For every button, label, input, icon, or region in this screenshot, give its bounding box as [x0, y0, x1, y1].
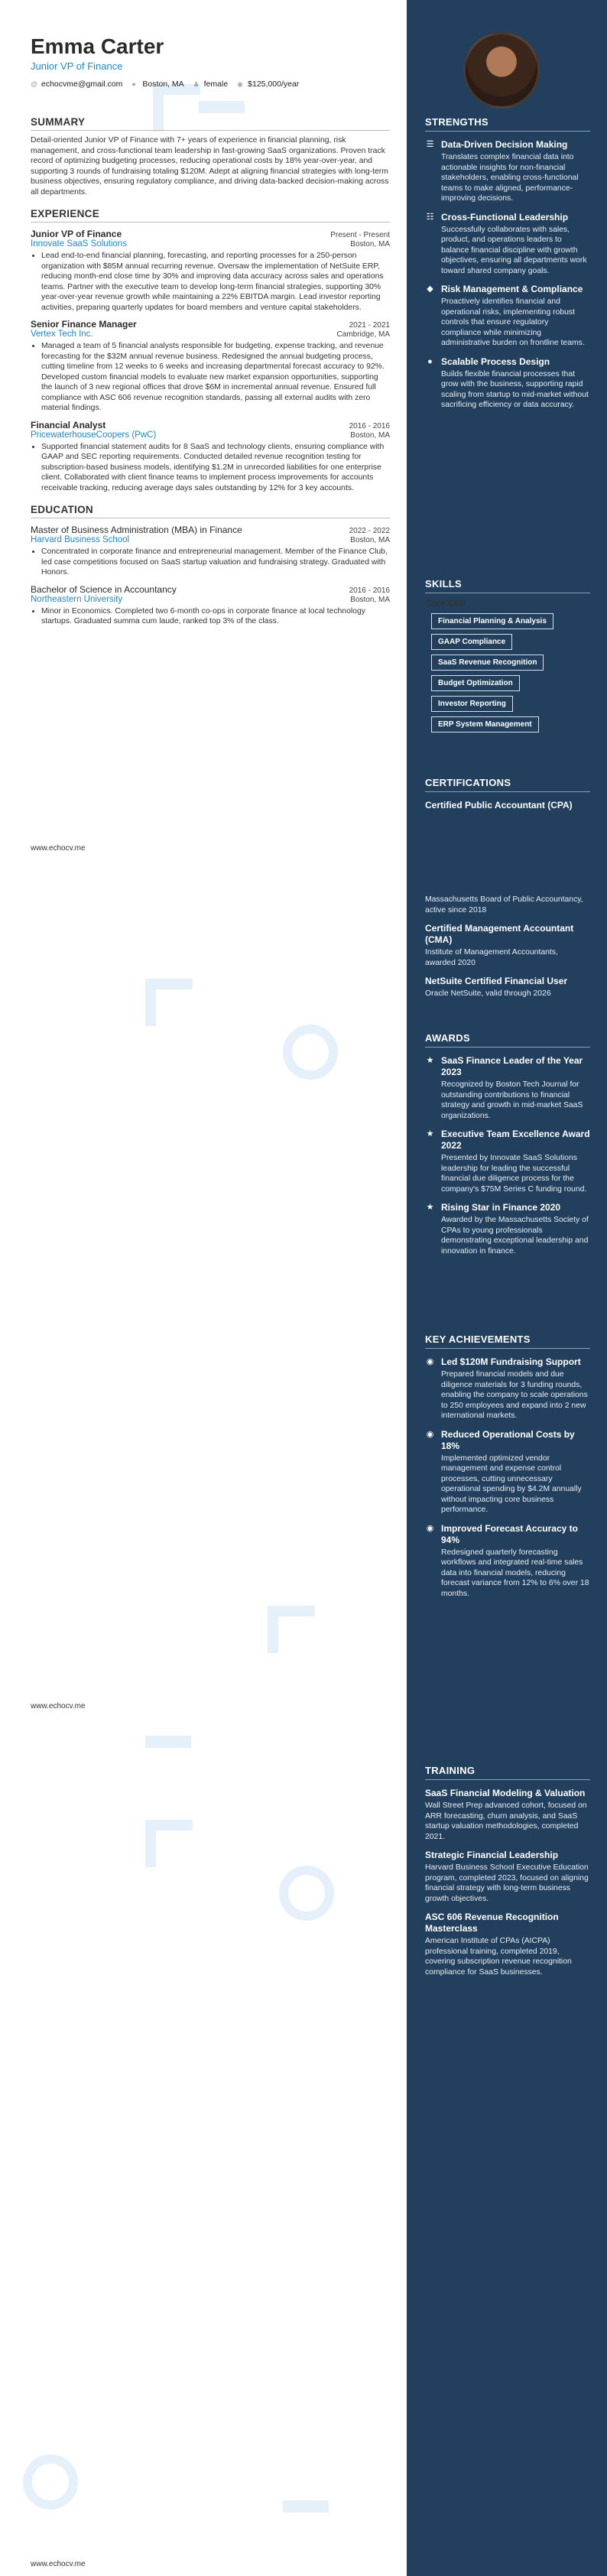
skill-chip: GAAP Compliance [431, 634, 512, 650]
certifications-section [425, 777, 590, 811]
decorative-ring [23, 2454, 78, 2509]
footer-link[interactable]: www.echocv.me [31, 1702, 86, 1710]
money-icon: ◉ [237, 80, 244, 88]
award-title: SaaS Finance Leader of the Year 2023 [441, 1055, 583, 1077]
strength-title: Data-Driven Decision Making [441, 139, 568, 150]
strengths-section [425, 116, 590, 411]
school-location: Boston, MA [350, 595, 390, 604]
skill-chip: SaaS Revenue Recognition [431, 655, 544, 671]
certification-text: Oracle NetSuite, valid through 2026 [425, 989, 551, 998]
contact-salary [237, 80, 299, 89]
training-item-text: American Institute of CPAs (AICPA) professional training, completed 2019, covering subscription revenue recognition compliance for SaaS businesses. [425, 1937, 572, 1977]
candidate-role: Junior VP of Finance [31, 60, 123, 72]
education-bullet: • Minor in Economics. Completed two 6-month co-ops in corporate finance at local technology startups. Graduated summa cum laude, ranked top 3% of the class. [41, 606, 390, 627]
contact-location [131, 80, 183, 89]
profile-photo [463, 32, 540, 109]
strength-item [425, 139, 590, 204]
decorative-shape [145, 1736, 191, 1748]
chart-icon: ☰ [426, 140, 434, 149]
award-icon: ★ [426, 1056, 434, 1065]
job-entry [31, 319, 390, 414]
education-title: EDUCATION [31, 504, 93, 515]
achievement-item [425, 1356, 590, 1421]
training-item-title: ASC 606 Revenue Recognition Masterclass [425, 1912, 559, 1934]
footer-link[interactable]: www.echocv.me [31, 2560, 86, 2568]
skills-section [425, 578, 590, 733]
skill-chip: Investor Reporting [431, 696, 513, 712]
job-title: Senior Finance Manager [31, 319, 137, 330]
award-title: Executive Team Excellence Award 2022 [441, 1129, 590, 1151]
awards-title: AWARDS [425, 1032, 590, 1048]
achievement-text: Implemented optimized vendor management and expense control processes, cutting unnecessary operational spending by $4.2M annually without impacting core business performance. [441, 1454, 582, 1514]
skill-chip: Financial Planning & Analysis [431, 613, 553, 629]
team-icon: ☷ [426, 212, 434, 222]
skill-chip: Budget Optimization [431, 675, 520, 691]
job-location: Boston, MA [350, 240, 390, 249]
achievement-item [425, 1429, 590, 1515]
summary-title: SUMMARY [31, 116, 86, 128]
job-title: Financial Analyst [31, 419, 106, 430]
education-date: 2022 - 2022 [349, 527, 390, 535]
skills-subtitle: Core Skill [425, 599, 466, 609]
job-date: Present - Present [330, 231, 390, 239]
training-item-text: Harvard Business School Executive Education program, completed 2023, focused on aligning financial strategy with long-term business growth objectives. [425, 1863, 589, 1903]
degree-title: Bachelor of Science in Accountancy [31, 583, 177, 595]
education-section [31, 504, 390, 627]
certification-text: Institute of Management Accountants, awarded 2020 [425, 948, 558, 967]
job-company: Innovate SaaS Solutions [31, 239, 127, 249]
award-text: Presented by Innovate SaaS Solutions leadership for leading the successful financial due diligence process for the company's $75M Series C funding round. [441, 1154, 587, 1194]
job-entry [31, 229, 390, 313]
award-icon: ★ [426, 1129, 434, 1139]
scale-icon: ● [427, 356, 433, 366]
award-icon: ★ [426, 1203, 434, 1212]
strength-title: Scalable Process Design [441, 356, 550, 367]
education-entry [31, 525, 390, 578]
target-icon: ◉ [426, 1523, 434, 1533]
award-title: Rising Star in Finance 2020 [441, 1202, 561, 1213]
strength-text: Successfully collaborates with sales, product, and operations leaders to balance financial discipline with growth objectives, ensuring all departments work toward shared company goals. [441, 225, 587, 275]
award-item [425, 1129, 590, 1194]
award-text: Recognized by Boston Tech Journal for outstanding contributions to financial strategy and growth in mid-market SaaS organizations. [441, 1080, 583, 1120]
contact-gender-text: female [203, 80, 229, 89]
at-icon: @ [31, 80, 38, 88]
job-date: 2021 - 2021 [349, 321, 390, 330]
education-date: 2016 - 2016 [349, 586, 390, 595]
job-bullet: • Supported financial statement audits for 8 SaaS and technology clients, ensuring compliance with GAAP and SEC reporting requirements. Conducted detailed revenue recognition testing for subscription-based business models, identifying $1.2M in unrecorded liabilities for one enterprise client. Collaborated with client finance teams to implement process improvements for accounts receivable tracking, reducing average days sales outstanding by 12% for 3 key accounts. [41, 442, 390, 494]
footer-link[interactable]: www.echocv.me [31, 844, 86, 853]
contact-gender [193, 80, 229, 89]
award-text: Awarded by the Massachusetts Society of CPAs to young professionals demonstrating exceptional leadership and innovation in finance. [441, 1216, 589, 1256]
decorative-shape [145, 1820, 193, 1867]
training-item-title: SaaS Financial Modeling & Valuation [425, 1788, 586, 1798]
achievements-title: KEY ACHIEVEMENTS [425, 1333, 590, 1349]
job-title: Junior VP of Finance [31, 229, 122, 239]
candidate-name: Emma Carter [31, 34, 164, 58]
certifications-title: CERTIFICATIONS [425, 777, 590, 792]
achievement-text: Redesigned quarterly forecasting workflows and integrated real-time sales data into financial models, reducing forecast variance from 12% to 6% over 18 months. [441, 1548, 589, 1598]
decorative-shape [145, 979, 193, 1026]
awards-section [425, 1032, 590, 1256]
achievement-title: Reduced Operational Costs by 18% [441, 1428, 575, 1451]
job-entry [31, 420, 390, 494]
school-location: Boston, MA [350, 536, 390, 544]
job-date: 2016 - 2016 [349, 421, 390, 430]
education-bullet: • Concentrated in corporate finance and entrepreneurial management. Member of the Finance Club, led case competitions focused on SaaS startup valuation and fundraising strategy. Graduated with Honors. [41, 547, 390, 578]
contact-salary-text: $125,000/year [248, 80, 300, 89]
training-item-text: Wall Street Prep advanced cohort, focused on ARR forecasting, churn analysis, and SaaS startup valuation methodologies, completed 2021. [425, 1801, 587, 1841]
person-icon: ♟ [193, 80, 200, 88]
school-name: Harvard Business School [31, 535, 130, 544]
strength-title: Cross-Functional Leadership [441, 211, 569, 223]
decorative-ring [279, 1866, 334, 1921]
certification-text: Massachusetts Board of Public Accountancy, active since 2018 [425, 895, 583, 914]
achievement-title: Led $120M Fundraising Support [441, 1356, 581, 1367]
job-company: Vertex Tech Inc. [31, 330, 93, 339]
certification-title: NetSuite Certified Financial User [425, 976, 568, 986]
training-section [425, 1765, 590, 1977]
contact-email[interactable] [31, 80, 122, 89]
strength-title: Risk Management & Compliance [441, 284, 583, 294]
contact-location-text: Boston, MA [142, 80, 184, 89]
job-company: PricewaterhouseCoopers (PwC) [31, 430, 157, 440]
skill-chip: ERP System Management [431, 716, 539, 733]
experience-title: EXPERIENCE [31, 208, 100, 219]
strength-text: Proactively identifies financial and operational risks, implementing robust controls that ensure regulatory compliance while minimizing administrative burden on frontline teams. [441, 297, 585, 347]
summary-section [31, 116, 390, 197]
strength-text: Translates complex financial data into actionable insights for non-financial stakeholders, enabling cross-functional teams to make aligned, performance-improving decisions. [441, 153, 579, 203]
summary-text: Detail-oriented Junior VP of Finance with 7+ years of experience in financial planning, risk management, and cross-functional team leadership in fast-growing SaaS organizations. Proven track record of optimizing budgeting processes, reducing operational costs by 18% year-over-year, and supporting 3 rounds of fundraising totaling $120M. Adept at aligning financial strategies with long-term business objectives, ensuring regulatory compliance, and driving data-backed decision-making across all departments. [31, 136, 389, 197]
strength-item [425, 212, 590, 277]
degree-title: Master of Business Administration (MBA) in Finance [31, 525, 242, 535]
award-item [425, 1202, 590, 1256]
decorative-shape [268, 1606, 315, 1653]
target-icon: ◉ [426, 1357, 434, 1366]
contact-bar [31, 80, 390, 89]
job-location: Boston, MA [350, 430, 390, 440]
strength-item [425, 356, 590, 411]
achievements-section [425, 1333, 590, 1599]
strengths-title: STRENGTHS [425, 116, 590, 132]
skills-title: SKILLS [425, 578, 590, 593]
achievement-title: Improved Forecast Accuracy to 94% [441, 1522, 578, 1545]
training-item-title: Strategic Financial Leadership [425, 1850, 559, 1860]
school-name: Northeastern University [31, 594, 123, 604]
education-entry [31, 584, 390, 627]
achievement-text: Prepared financial models and due diligence materials for 3 funding rounds, enabling the company to scale operations to 250 employees and expand into 2 new international markets. [441, 1370, 588, 1420]
location-icon: ● [131, 80, 136, 88]
achievement-item [425, 1523, 590, 1600]
job-location: Cambridge, MA [336, 330, 390, 339]
decorative-shape [283, 2500, 329, 2513]
strength-text: Builds flexible financial processes that grow with the business, supporting rapid scaling from startup to mid-market without sacrificing efficiency or data accuracy. [441, 369, 589, 409]
certification-title: Certified Management Accountant (CMA) [425, 923, 574, 945]
training-title: TRAINING [425, 1765, 590, 1780]
award-item [425, 1055, 590, 1121]
certification-title: Certified Public Accountant (CPA) [425, 800, 573, 810]
target-icon: ◉ [426, 1429, 434, 1439]
experience-section [31, 208, 390, 493]
contact-email-text: echocvme@gmail.com [41, 80, 123, 89]
shield-icon: ◆ [427, 284, 433, 294]
certifications-continued [425, 893, 590, 999]
job-bullet: • Managed a team of 5 financial analysts responsible for budgeting, expense tracking, and revenue forecasting for the $32M annual revenue business. Redesigned the annual budgeting process, cutting timeline from 12 weeks to 6 weeks and increasing departmental forecast accuracy to 92%. Developed custom financial models to evaluate new market expansion opportunities, supporting the launch of 3 new regional offices that drove $6M in incremental annual revenue. Ensured full compliance with ASC 606 revenue recognition standards, passing all external audits with zero material findings. [41, 341, 390, 414]
decorative-ring [283, 1025, 338, 1080]
main-column [31, 34, 390, 627]
job-bullet: • Lead end-to-end financial planning, forecasting, and reporting processes for a 250-person organization with $85M annual recurring revenue. Oversaw the implementation of NetSuite ERP, reducing month-end close time by 30% and improving data accuracy across sales and operations teams. Partner with the executive team to develop long-term financial strategies, supporting 30% year-over-year revenue growth while maintaining a 22% EBITDA margin. Lead investor reporting activities, preparing quarterly updates for board members and venture capital stakeholders. [41, 251, 390, 313]
strength-item [425, 284, 590, 349]
